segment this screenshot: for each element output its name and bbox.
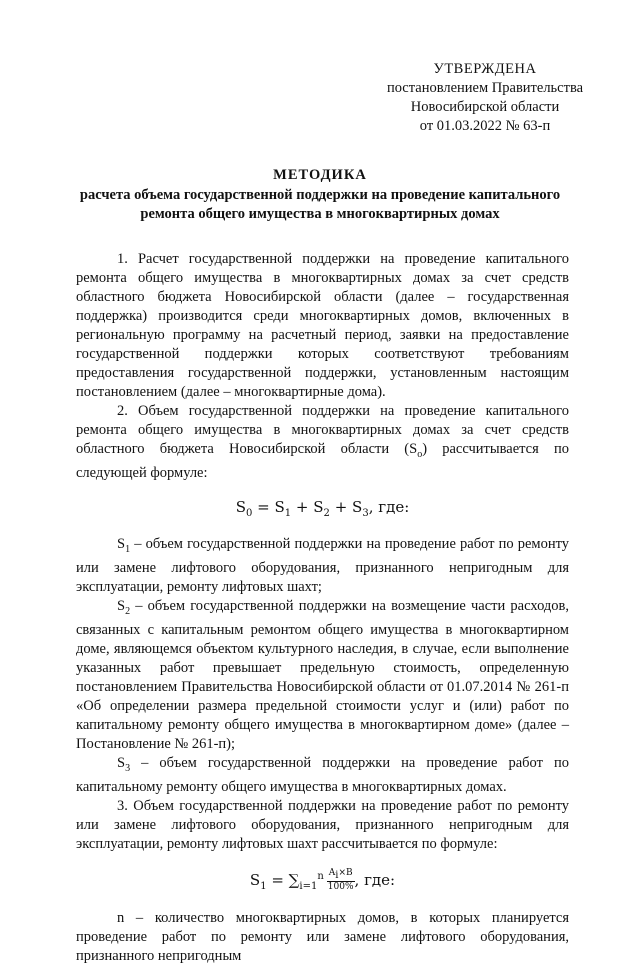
formula-s1: $S_1 = \sum_{i=1}^n$ $\frac{A_i\times B}{100\%}$ , где: [249, 868, 396, 892]
paragraph-1: 1. Расчет государственной поддержки на проведение капитального ремонта общего имущества в многоквартирных домах за счет средств областного бюджета Новосибирской области (далее – государственная поддержка) производится среди многоквартирных домов, включенных в региональную программу на расчетный период, заявки на предоставление государственной поддержки которых соответствуют требованиям предоставления государственной поддержки, установленным настоящим постановлением (далее – многоквартирные дома). [76, 251, 569, 400]
definition-s3: $S_3$ – объем государственной поддержки на проведение работ по капитальному ремонту общего имущества в многоквартирных домах. [76, 754, 569, 795]
approval-title: УТВЕРЖДЕНА [433, 61, 537, 77]
definition-n: n – количество многоквартирных домов, в которых планируется проведение работ по ремонту или замене лифтового оборудования, признанного непригодным [76, 909, 569, 964]
paragraph-3: 3. Объем государственной поддержки на проведение работ по ремонту или замене лифтового оборудования, признанного непригодным для эксплуатации, ремонту лифтовых шахт рассчитывается по формуле: [76, 797, 569, 852]
approval-stamp-block [380, 60, 590, 136]
document-subtitle-line-2: ремонта общего имущества в многоквартирных домах [140, 206, 500, 222]
fraction: $\frac{A_i\times B}{100\%}$ [327, 868, 354, 892]
formula-s0: $S_0 = S_1 + S_2 + S_3$, где: [235, 497, 410, 519]
approval-date-number: от 01.03.2022 № 63-п [419, 118, 551, 134]
definition-s2: $S_2$ – объем государственной поддержки на возмещение части расходов, связанных с капитальным ремонтом общего имущества в многоквартирном доме, являющемся объектом культурного наследия, в случае, если выполнение указанных работ превышает предельную стоимость, определенную постановлением Правительства Новосибирской области от 01.07.2014 № 261-п «Об определении размера предельной стоимости услуг и (или) работ по капитальному ремонту общего имущества в многоквартирном доме» (далее – Постановление № 261-п); [76, 597, 569, 752]
approval-region: Новосибирской области [410, 99, 560, 115]
definition-s1: $S_1$ – объем государственной поддержки на проведение работ по ремонту или замене лифтового оборудования, признанного непригодным для эксплуатации, ремонту лифтовых шахт; [76, 535, 569, 595]
sum-sign: ∑ [288, 870, 300, 889]
approval-issuer: постановлением Правительства [386, 80, 584, 96]
document-subtitle-line-1: расчета объема государственной поддержки на проведение капитального [79, 187, 561, 203]
document-title-block [70, 166, 570, 224]
document-title: МЕТОДИКА [273, 167, 367, 183]
document-body [76, 250, 569, 966]
paragraph-2: 2. Объем государственной поддержки на проведение капитального ремонта общего имущества в многоквартирных домах за счет средств областного бюджета Новосибирской области $(S_о)$ рассчитывается по следующей формуле: [76, 403, 569, 481]
